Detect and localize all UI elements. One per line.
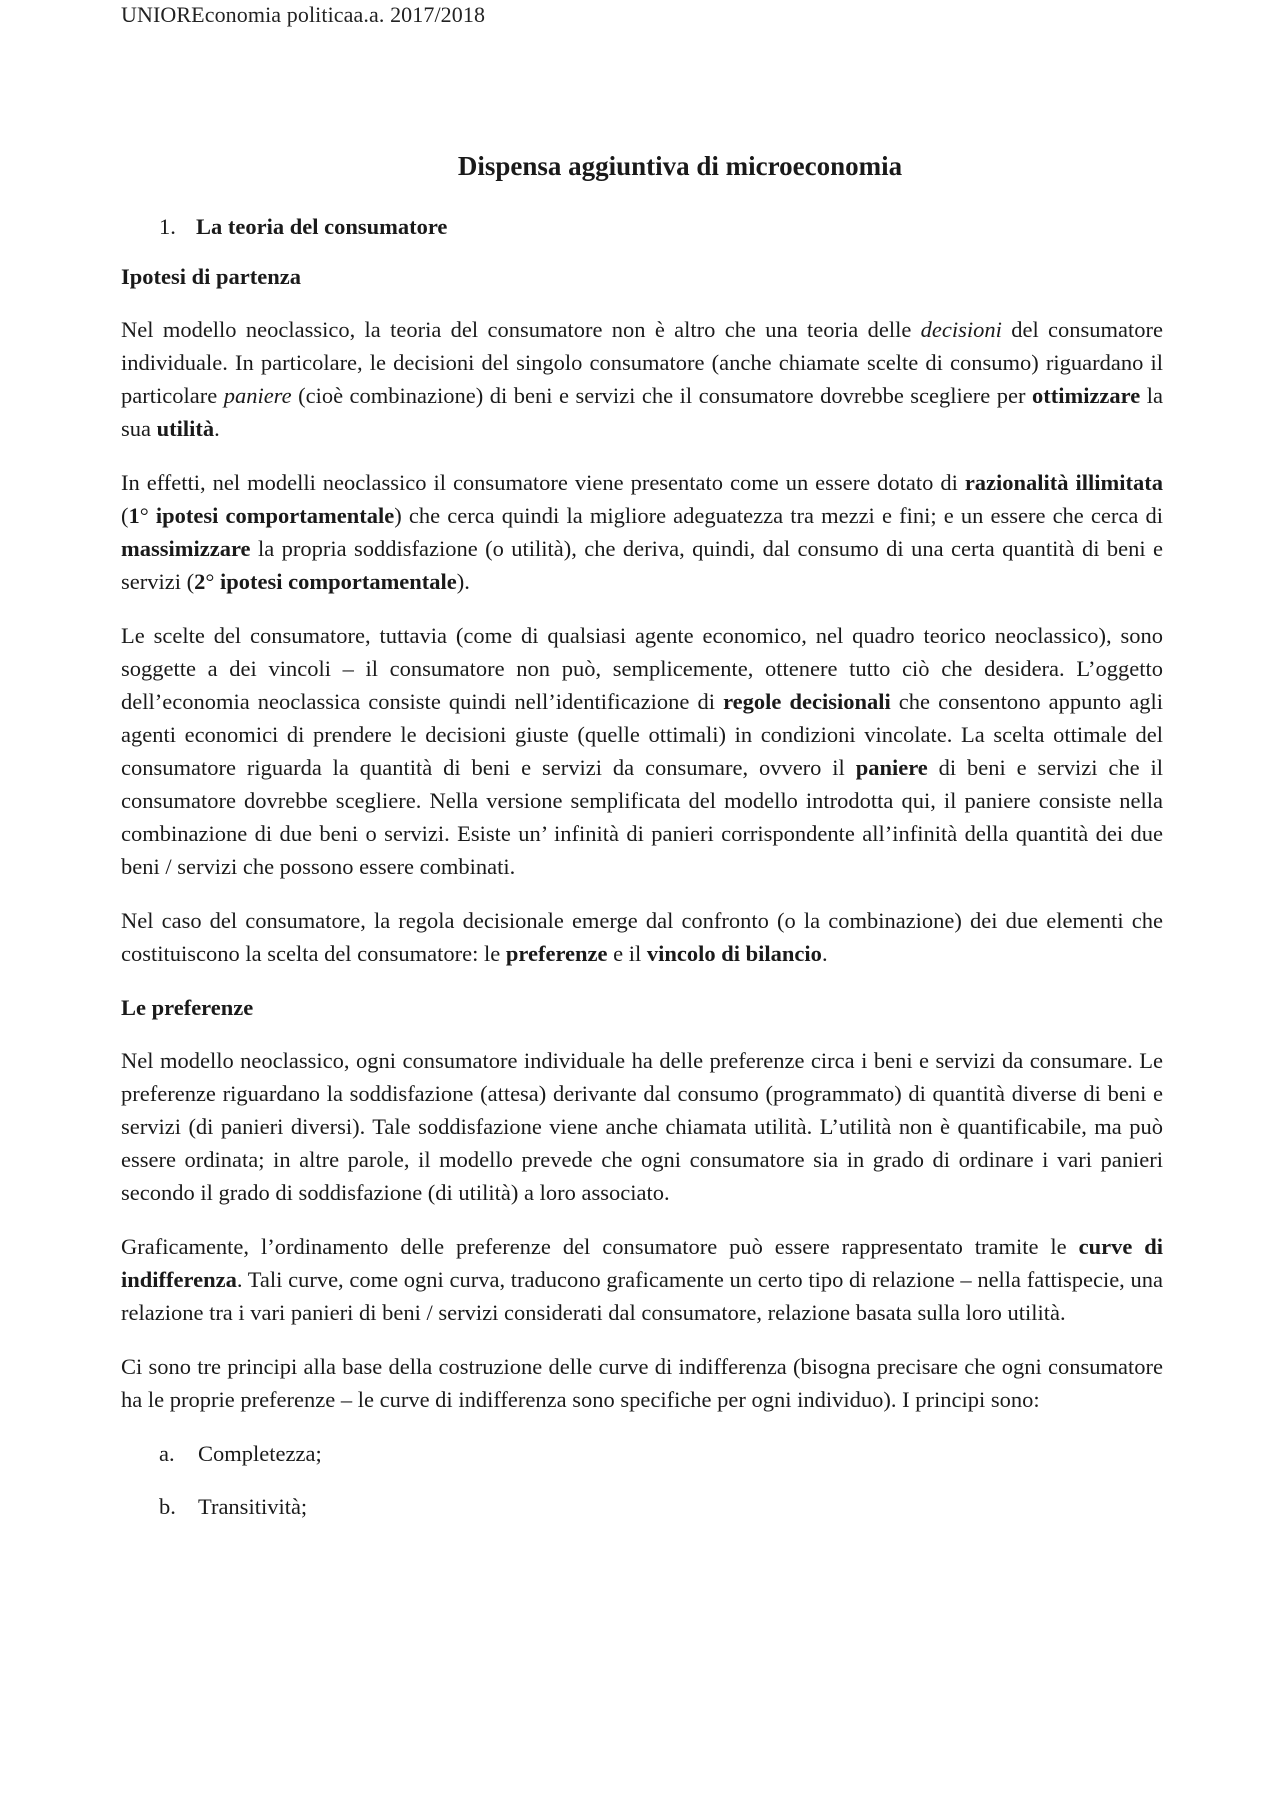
list-item [121,1437,1163,1470]
list-item [121,1490,1163,1523]
document-body [121,210,1163,1543]
page-header: UNIOREconomia politicaa.a. 2017/2018 [121,2,486,27]
paragraph-6: Graficamente, l’ordinamento delle preferenze del consumatore può essere rappresentato tramite le curve di indifferenza. Tali curve, come ogni curva, traducono graficamente un certo tipo di relazione – nella fattispecie, una relazione tra i vari panieri di beni / servizi considerati dal consumatore, relazione basata sulla loro utilità. [121,1234,1163,1325]
paragraph-2: In effetti, nel modelli neoclassico il consumatore viene presentato come un essere dotato di razionalità illimitata (1° ipotesi comportamentale) che cerca quindi la migliore adeguatezza tra mezzi e fini; e un essere che cerca di massimizzare la propria soddisfazione (o utilità), che deriva, quindi, dal consumo di una certa quantità di beni e servizi (2° ipotesi comportamentale). [121,470,1164,594]
section-heading [121,210,1163,243]
paragraph-5: Nel modello neoclassico, ogni consumatore individuale ha delle preferenze circa i beni e servizi da consumare. Le preferenze riguardano la soddisfazione (attesa) derivante dal consumo (programmato) di quantità diverse di beni e servizi (di panieri diversi). Tale soddisfazione viene anche chiamata utilità. L’utilità non è quantificabile, ma può essere ordinata; in altre parole, il modello prevede che ogni consumatore sia in grado di ordinare i vari panieri secondo il grado di soddisfazione (di utilità) a loro associato. [121,1048,1163,1205]
section-title: La teoria del consumatore [196,214,448,239]
document-title: Dispensa aggiuntiva di microeconomia [457,151,903,181]
section-number: 1. [159,214,176,239]
paragraph-4: Nel caso del consumatore, la regola decisionale emerge dal confronto (o la combinazione) dei due elementi che costituiscono la scelta del consumatore: le preferenze e il vincolo di bilancio. [121,908,1163,966]
heading-preferenze: Le preferenze [121,995,254,1020]
list-text: Transitività; [198,1494,308,1519]
list-text: Completezza; [198,1441,322,1466]
list-marker: b. [159,1494,176,1519]
paragraph-3: Le scelte del consumatore, tuttavia (come di qualsiasi agente economico, nel quadro teorico neoclassico), sono soggette a dei vincoli – il consumatore non può, semplicemente, ottenere tutto ciò che desidera. L’oggetto dell’economia neoclassica consiste quindi nell’identificazione di regole decisionali che consentono appunto agli agenti economici di prendere le decisioni giuste (quelle ottimali) in condizioni vincolate. La scelta ottimale del consumatore riguarda la quantità di beni e servizi da consumare, ovvero il paniere di beni e servizi che il consumatore dovrebbe scegliere. Nella versione semplificata del modello introdotta qui, il paniere consiste nella combinazione di due beni o servizi. Esiste un’ infinità di panieri corrispondente all’infinità della quantità dei due beni / servizi che possono essere combinati. [121,623,1163,879]
heading-ipotesi: Ipotesi di partenza [121,264,301,289]
list-marker: a. [159,1441,175,1466]
paragraph-1: Nel modello neoclassico, la teoria del consumatore non è altro che una teoria delle decisioni del consumatore individuale. In particolare, le decisioni del singolo consumatore (anche chiamate scelte di consumo) riguardano il particolare paniere (cioè combinazione) di beni e servizi che il consumatore dovrebbe scegliere per ottimizzare la sua utilità. [121,317,1163,441]
paragraph-7: Ci sono tre principi alla base della costruzione delle curve di indifferenza (bisogna precisare che ogni consumatore ha le proprie preferenze – le curve di indifferenza sono specifiche per ogni individuo). I principi sono: [121,1354,1163,1412]
